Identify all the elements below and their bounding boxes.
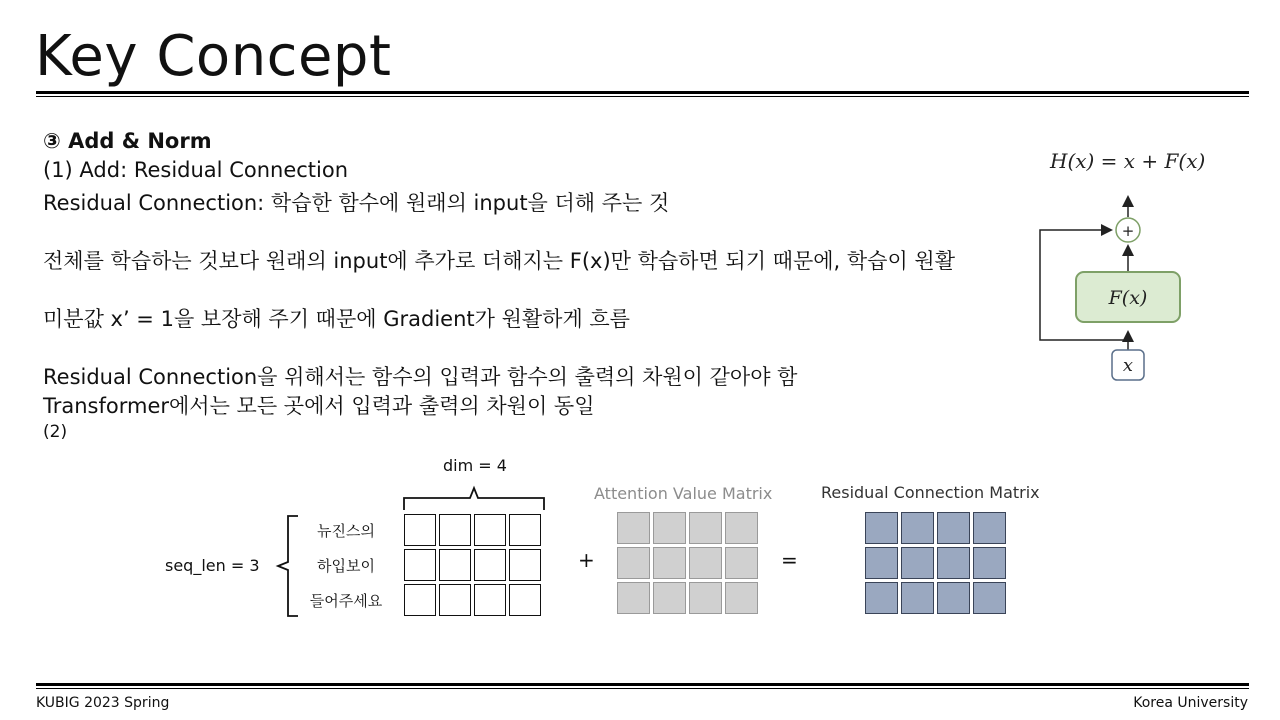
input-cell bbox=[509, 514, 541, 546]
subheading-2: (2) bbox=[43, 422, 68, 442]
section-heading: ③ Add & Norm bbox=[43, 129, 212, 153]
input-box-label: x bbox=[1122, 355, 1134, 376]
attention-cell bbox=[653, 547, 686, 579]
residual-cell bbox=[937, 582, 970, 614]
input-cell bbox=[404, 514, 436, 546]
attention-cell bbox=[689, 547, 722, 579]
attention-value-matrix bbox=[617, 512, 758, 614]
function-box-label: F(x) bbox=[1108, 287, 1148, 309]
residual-block-diagram bbox=[1030, 140, 1230, 394]
residual-diagram-svg bbox=[1030, 140, 1230, 390]
input-cell bbox=[439, 584, 471, 616]
attention-cell bbox=[653, 512, 686, 544]
attention-cell bbox=[617, 512, 650, 544]
row-label-1: 뉴진스의 bbox=[317, 522, 375, 540]
residual-cell bbox=[973, 582, 1006, 614]
dimension-requirement-text: Residual Connection을 위해서는 함수의 입력과 함수의 출력의 차원이 같아야 함 bbox=[43, 365, 798, 389]
header-rule-thick bbox=[36, 91, 1249, 94]
attention-cell bbox=[653, 582, 686, 614]
input-cell bbox=[439, 549, 471, 581]
input-cell bbox=[509, 584, 541, 616]
attention-cell bbox=[689, 582, 722, 614]
row-label-2: 하입보이 bbox=[317, 557, 375, 575]
equals-operator: = bbox=[781, 548, 798, 572]
transformer-dimension-text: Transformer에서는 모든 곳에서 입력과 출력의 차원이 동일 bbox=[43, 394, 595, 418]
residual-connection-matrix bbox=[865, 512, 1006, 614]
input-cell bbox=[509, 549, 541, 581]
residual-definition: Residual Connection: 학습한 함수에 원래의 input을 더해 주는 것 bbox=[43, 191, 670, 215]
input-cell bbox=[474, 514, 506, 546]
residual-cell bbox=[865, 582, 898, 614]
attention-cell bbox=[725, 512, 758, 544]
attention-cell bbox=[689, 512, 722, 544]
input-cell bbox=[474, 584, 506, 616]
attention-cell bbox=[725, 582, 758, 614]
residual-matrix-caption: Residual Connection Matrix bbox=[821, 483, 1040, 502]
residual-cell bbox=[901, 582, 934, 614]
learning-benefit-text: 전체를 학습하는 것보다 원래의 input에 추가로 더해지는 F(x)만 학습하면 되기 때문에, 학습이 원활 bbox=[43, 249, 955, 273]
residual-cell bbox=[901, 547, 934, 579]
residual-cell bbox=[937, 512, 970, 544]
residual-cell bbox=[937, 547, 970, 579]
attention-cell bbox=[617, 547, 650, 579]
input-cell bbox=[474, 549, 506, 581]
residual-cell bbox=[865, 547, 898, 579]
header-rule-thin bbox=[36, 96, 1249, 97]
attention-cell bbox=[617, 582, 650, 614]
footer-rule-thin bbox=[36, 688, 1249, 689]
gradient-text: 미분값 x’ = 1을 보장해 주기 때문에 Gradient가 원활하게 흐름 bbox=[43, 307, 630, 331]
residual-formula: H(x) = x + F(x) bbox=[1050, 149, 1206, 173]
footer-rule-thick bbox=[36, 683, 1249, 686]
residual-cell bbox=[973, 512, 1006, 544]
input-cell bbox=[404, 584, 436, 616]
residual-cell bbox=[865, 512, 898, 544]
footer-right: Korea University bbox=[1133, 695, 1248, 711]
residual-cell bbox=[901, 512, 934, 544]
dim-brace bbox=[400, 484, 550, 514]
row-label-3: 들어주세요 bbox=[309, 592, 383, 610]
input-cell bbox=[404, 549, 436, 581]
subheading-add: (1) Add: Residual Connection bbox=[43, 158, 349, 182]
attention-matrix-caption: Attention Value Matrix bbox=[594, 484, 773, 503]
input-matrix bbox=[404, 514, 541, 616]
attention-cell bbox=[725, 547, 758, 579]
input-cell bbox=[439, 514, 471, 546]
seq-len-label: seq_len = 3 bbox=[165, 556, 260, 575]
footer-left: KUBIG 2023 Spring bbox=[36, 695, 170, 711]
plus-operator: + bbox=[578, 548, 595, 572]
add-node-plus: + bbox=[1121, 222, 1135, 240]
slide-title: Key Concept bbox=[35, 24, 392, 89]
dim-label: dim = 4 bbox=[443, 456, 507, 475]
residual-cell bbox=[973, 547, 1006, 579]
